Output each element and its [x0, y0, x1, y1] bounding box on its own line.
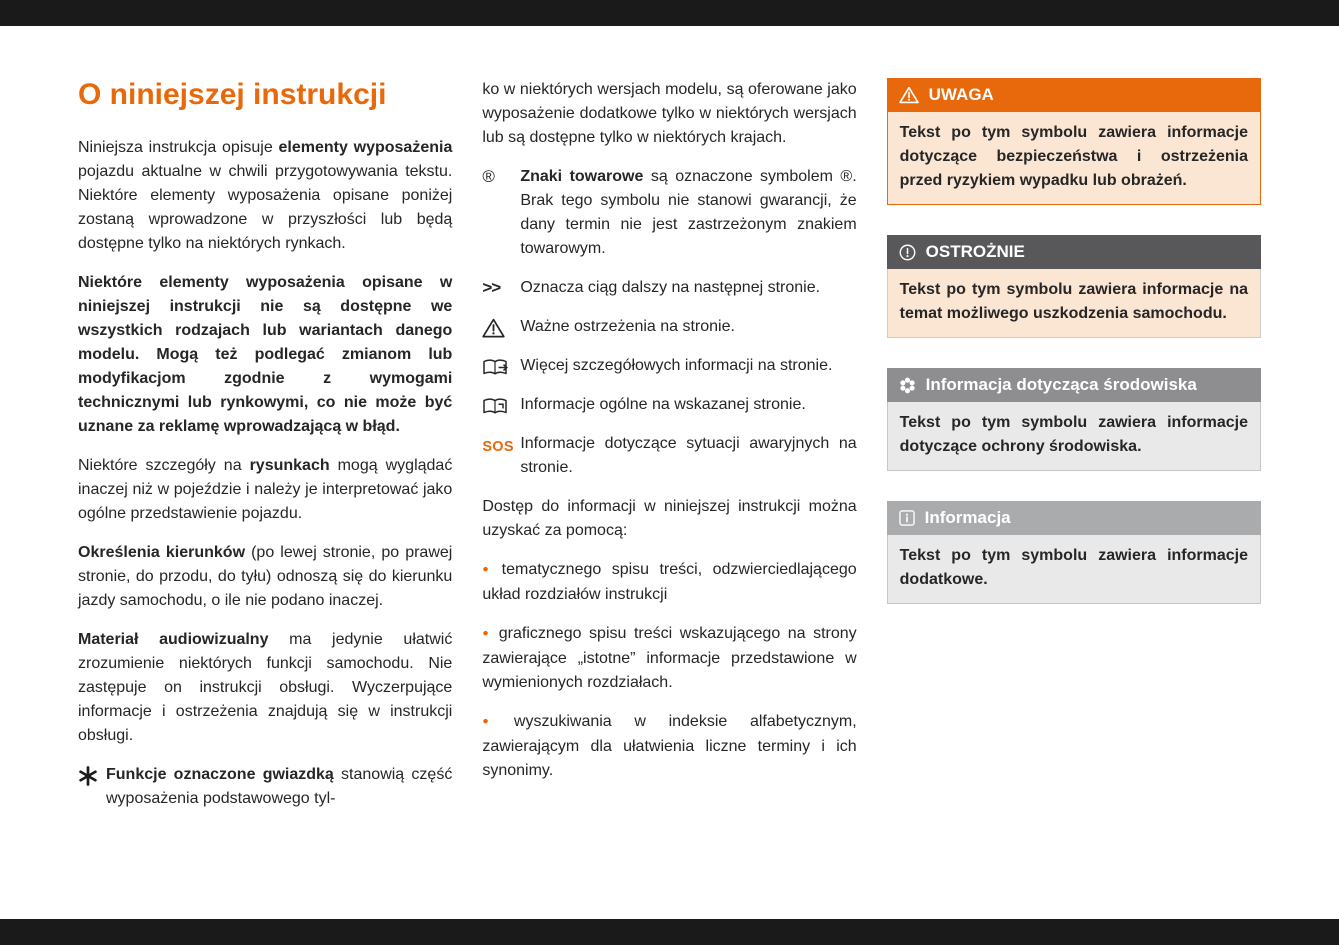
notice-box-text: Tekst po tym symbolu zawiera informacje dotyczące ochrony środowiska.	[899, 414, 1248, 455]
list-item: ● graficznego spisu treści wskazującego na strony zawierające „istotne” informacje przedstawione w wymienionych rozdziałach.	[482, 622, 856, 695]
legend-item-details	[482, 354, 856, 378]
notice-box-body	[887, 269, 1261, 338]
legend-item-text: Znaki towarowe są oznaczone symbolem ®. Brak tego symbolu nie stanowi gwarancji, że dany termin nie jest zastrzeżonym znakiem towarowym.	[520, 168, 857, 257]
notice-box-title: Informacja dotycząca środowiska	[925, 375, 1197, 394]
page-content	[0, 26, 1339, 826]
notice-box-info	[887, 501, 1261, 604]
notice-box-header	[887, 368, 1261, 402]
star-asterisk-icon	[78, 763, 106, 786]
notice-box-body	[887, 112, 1261, 205]
paragraph-illustrations: Niektóre szczegóły na rysunkach mogą wyglądać inaczej niż w pojeździe i należy je interpretować jako ogólne przedstawienie pojazdu.	[78, 457, 453, 522]
caution-circle-icon	[899, 244, 916, 261]
paragraph-directions: Określenia kierunków (po lewej stronie, po prawej stronie, do przodu, do tyłu) odnoszą się do kierunku jazdy samochodu, o ile nie podano inaczej.	[78, 544, 453, 609]
notice-box-warning	[887, 78, 1261, 205]
warning-triangle-icon	[482, 315, 520, 338]
notice-box-header	[887, 501, 1261, 535]
legend-item-text: Informacje dotyczące sytuacji awaryjnych na stronie.	[520, 435, 857, 476]
column-middle	[482, 78, 856, 826]
page-bottom-border	[0, 919, 1339, 945]
environment-flower-icon	[899, 377, 916, 394]
warning-triangle-icon	[899, 86, 919, 104]
access-methods-list	[482, 558, 856, 783]
paragraph-continuation: ko w niektórych wersjach modelu, są oferowane jako wyposażenie dodatkowe tylko w niektórych wersjach lub są dostępne tylko w niektórych krajach.	[482, 81, 857, 146]
notice-box-header	[887, 78, 1261, 112]
notice-box-caution	[887, 235, 1261, 338]
legend-item-text: Oznacza ciąg dalszy na następnej stronie.	[520, 279, 821, 296]
column-left	[78, 78, 452, 826]
legend-item-text: Ważne ostrzeżenia na stronie.	[520, 318, 735, 335]
book-arrow-icon	[482, 354, 520, 377]
legend-item-text: Informacje ogólne na wskazanej stronie.	[520, 396, 806, 413]
notice-box-body	[887, 402, 1261, 471]
page-top-border	[0, 0, 1339, 26]
access-intro: Dostęp do informacji w niniejszej instrukcji można uzyskać za pomocą:	[482, 498, 857, 539]
sos-icon: SOS	[482, 439, 514, 455]
legend-item-warning	[482, 315, 856, 339]
paragraph-equipment: Niniejsza instrukcja opisuje elementy wyposażenia pojazdu aktualne w chwili przygotowywania tekstu. Niektóre elementy wyposażenia opisane poniżej zostaną wprowadzone w przyszłości lub będą dostępne tylko na niektórych rynkach.	[78, 139, 453, 252]
legend-item-trademark	[482, 165, 856, 261]
legend-item-continuation	[482, 276, 856, 300]
book-page-icon	[482, 393, 520, 416]
paragraph-audiovisual: Materiał audiowizualny ma jedynie ułatwić zrozumienie niektórych funkcji samochodu. Nie zastępuje on instrukcji obsługi. Wyczerpujące informacje i ostrzeżenia znajdują się w instrukcji obsługi.	[78, 631, 453, 744]
notice-box-text: Tekst po tym symbolu zawiera informacje na temat możliwego uszkodzenia samochodu.	[899, 281, 1248, 322]
registered-trademark-icon: ®	[482, 167, 495, 186]
notice-box-title: OSTROŻNIE	[925, 242, 1025, 261]
notice-box-text: Tekst po tym symbolu zawiera informacje dodatkowe.	[899, 547, 1248, 588]
paragraph-disclaimer: Niektóre elementy wyposażenia opisane w niniejszej instrukcji nie są dostępne we wszystkich rodzajach lub wariantach danego modelu. Mogą też podlegać zmianom lub modyfikacjom zgodnie z wymogami technicznymi lub rynkowymi, co nie może być uznane za reklamę wprowadzającą w błąd.	[78, 274, 453, 435]
star-feature-text: Funkcje oznaczone gwiazdką stanowią część wyposażenia podstawowego tyl-	[106, 766, 453, 807]
notice-box-title: Informacja	[924, 508, 1011, 527]
legend-item-general	[482, 393, 856, 417]
info-square-icon	[899, 510, 915, 526]
star-feature-note	[78, 763, 452, 811]
notice-box-title: UWAGA	[928, 85, 994, 104]
notice-box-header	[887, 235, 1261, 269]
legend-item-text: Więcej szczegółowych informacji na stronie.	[520, 357, 833, 374]
page-title: O niniejszej instrukcji	[78, 78, 387, 111]
notice-box-environment	[887, 368, 1261, 471]
legend-item-sos	[482, 432, 856, 480]
notice-box-text: Tekst po tym symbolu zawiera informacje dotyczące bezpieczeństwa i ostrzeżenia przed ryzykiem wypadku lub obrażeń.	[899, 124, 1248, 189]
list-item: ● tematycznego spisu treści, odzwierciedlającego układ rozdziałów instrukcji	[482, 558, 856, 607]
notice-box-body	[887, 535, 1261, 604]
continuation-arrows-icon: >>	[482, 278, 501, 297]
list-item: ● wyszukiwania w indeksie alfabetycznym, zawierającym dla ułatwienia liczne terminy i ich synonimy.	[482, 710, 856, 783]
column-right	[887, 78, 1261, 826]
